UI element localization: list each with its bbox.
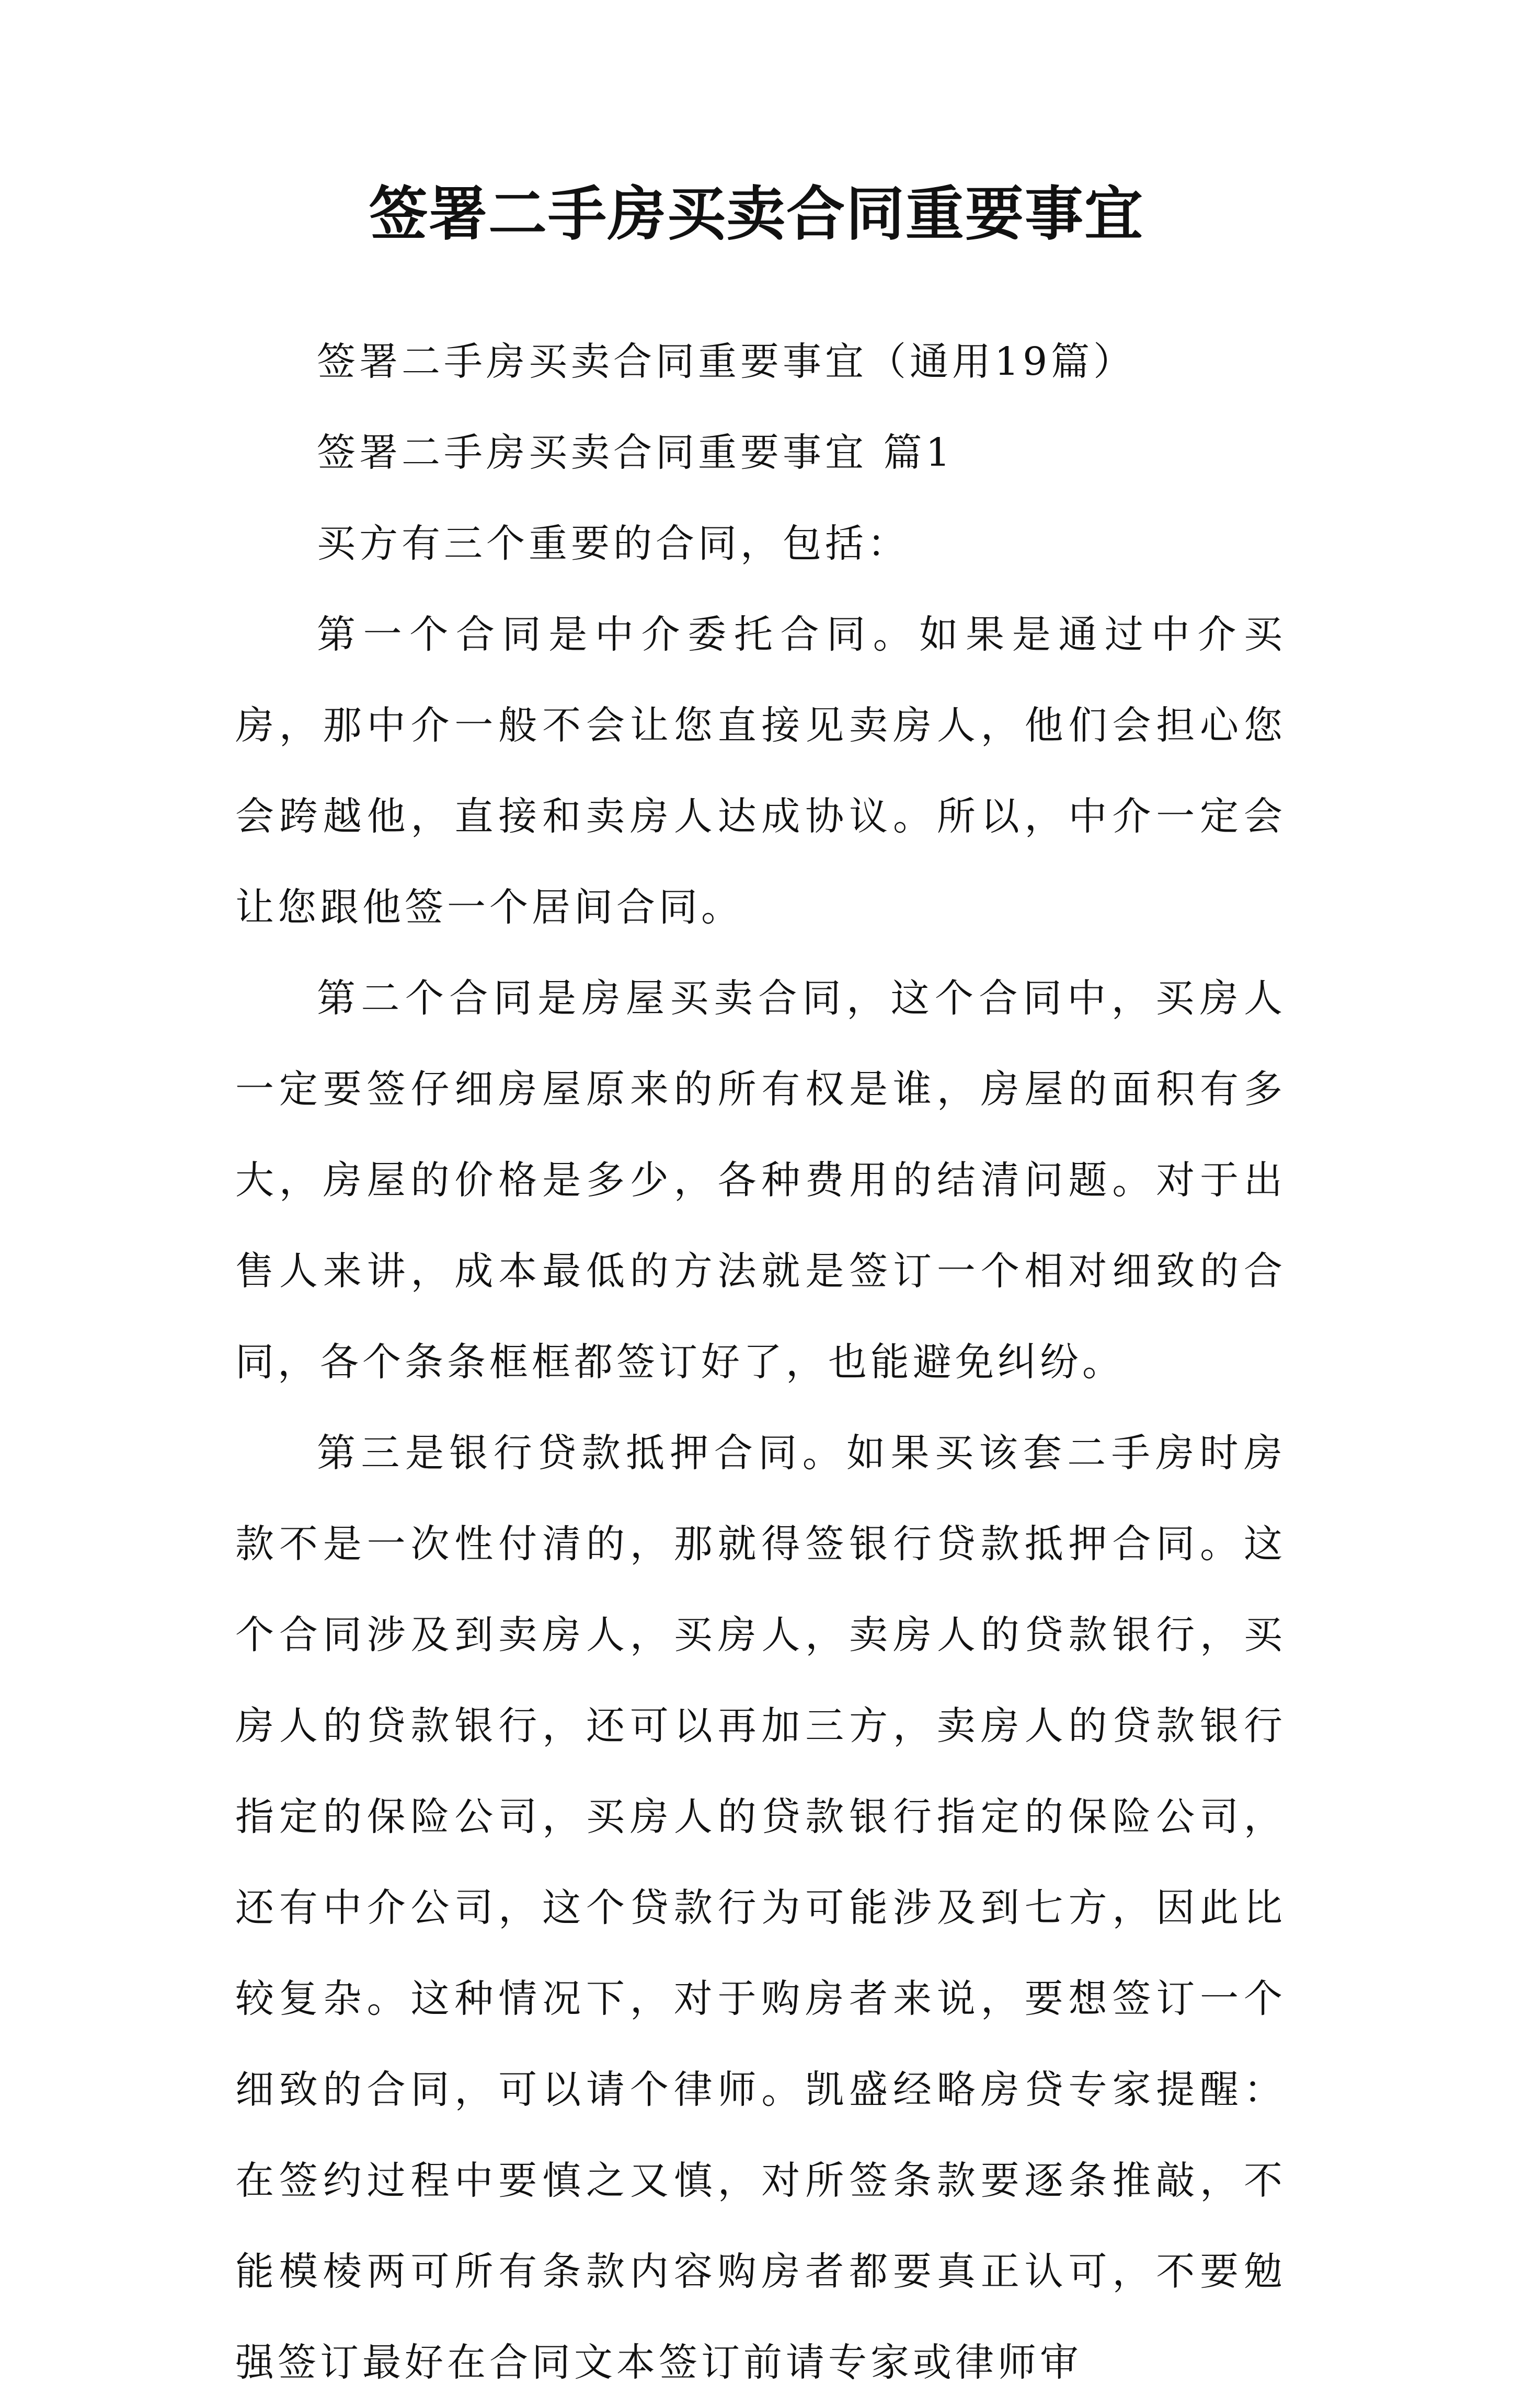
paragraph-first-contract: 第一个合同是中介委托合同。如果是通过中介买房，那中介一般不会让您直接见卖房人，他们会担心您会跨越他，直接和卖房人达成协议。所以，中介一定会让您跟他签一个居间合同。 (235, 612, 1286, 930)
paragraph-second-contract: 第二个合同是房屋买卖合同，这个合同中，买房人一定要签仔细房屋原来的所有权是谁，房屋的面积有多大，房屋的价格是多少，各种费用的结清问题。对于出售人来讲，成本最低的方法就是签订一个相对细致的合同，各个条条框框都签订好了，也能避免纠纷。 (235, 976, 1286, 1385)
paragraph-heading: 签署二手房买卖合同重要事宜（通用19篇） (317, 339, 1136, 384)
document-body (235, 316, 1286, 2408)
paragraph-third-contract: 第三是银行贷款抵押合同。如果买该套二手房时房款不是一次性付清的，那就得签银行贷款抵押合同。这个合同涉及到卖房人，买房人，卖房人的贷款银行，买房人的贷款银行，还可以再加三方，卖房人的贷款银行指定的保险公司，买房人的贷款银行指定的保险公司，还有中介公司，这个贷款行为可能涉及到七方，因此比较复杂。这种情况下，对于购房者来说，要想签订一个细致的合同，可以请个律师。凯盛经略房贷专家提醒：在签约过程中要慎之又慎，对所签条款要逐条推敲，不能模棱两可所有条款内容购房者都要真正认可，不要勉强签订最好在合同文本签订前请专家或律师审 (235, 1431, 1286, 2385)
paragraph-section-title: 签署二手房买卖合同重要事宜 篇1 (317, 430, 954, 475)
paragraph-intro: 买方有三个重要的合同，包括： (317, 521, 910, 566)
document-title: 签署二手房买卖合同重要事宜 (369, 180, 1144, 248)
